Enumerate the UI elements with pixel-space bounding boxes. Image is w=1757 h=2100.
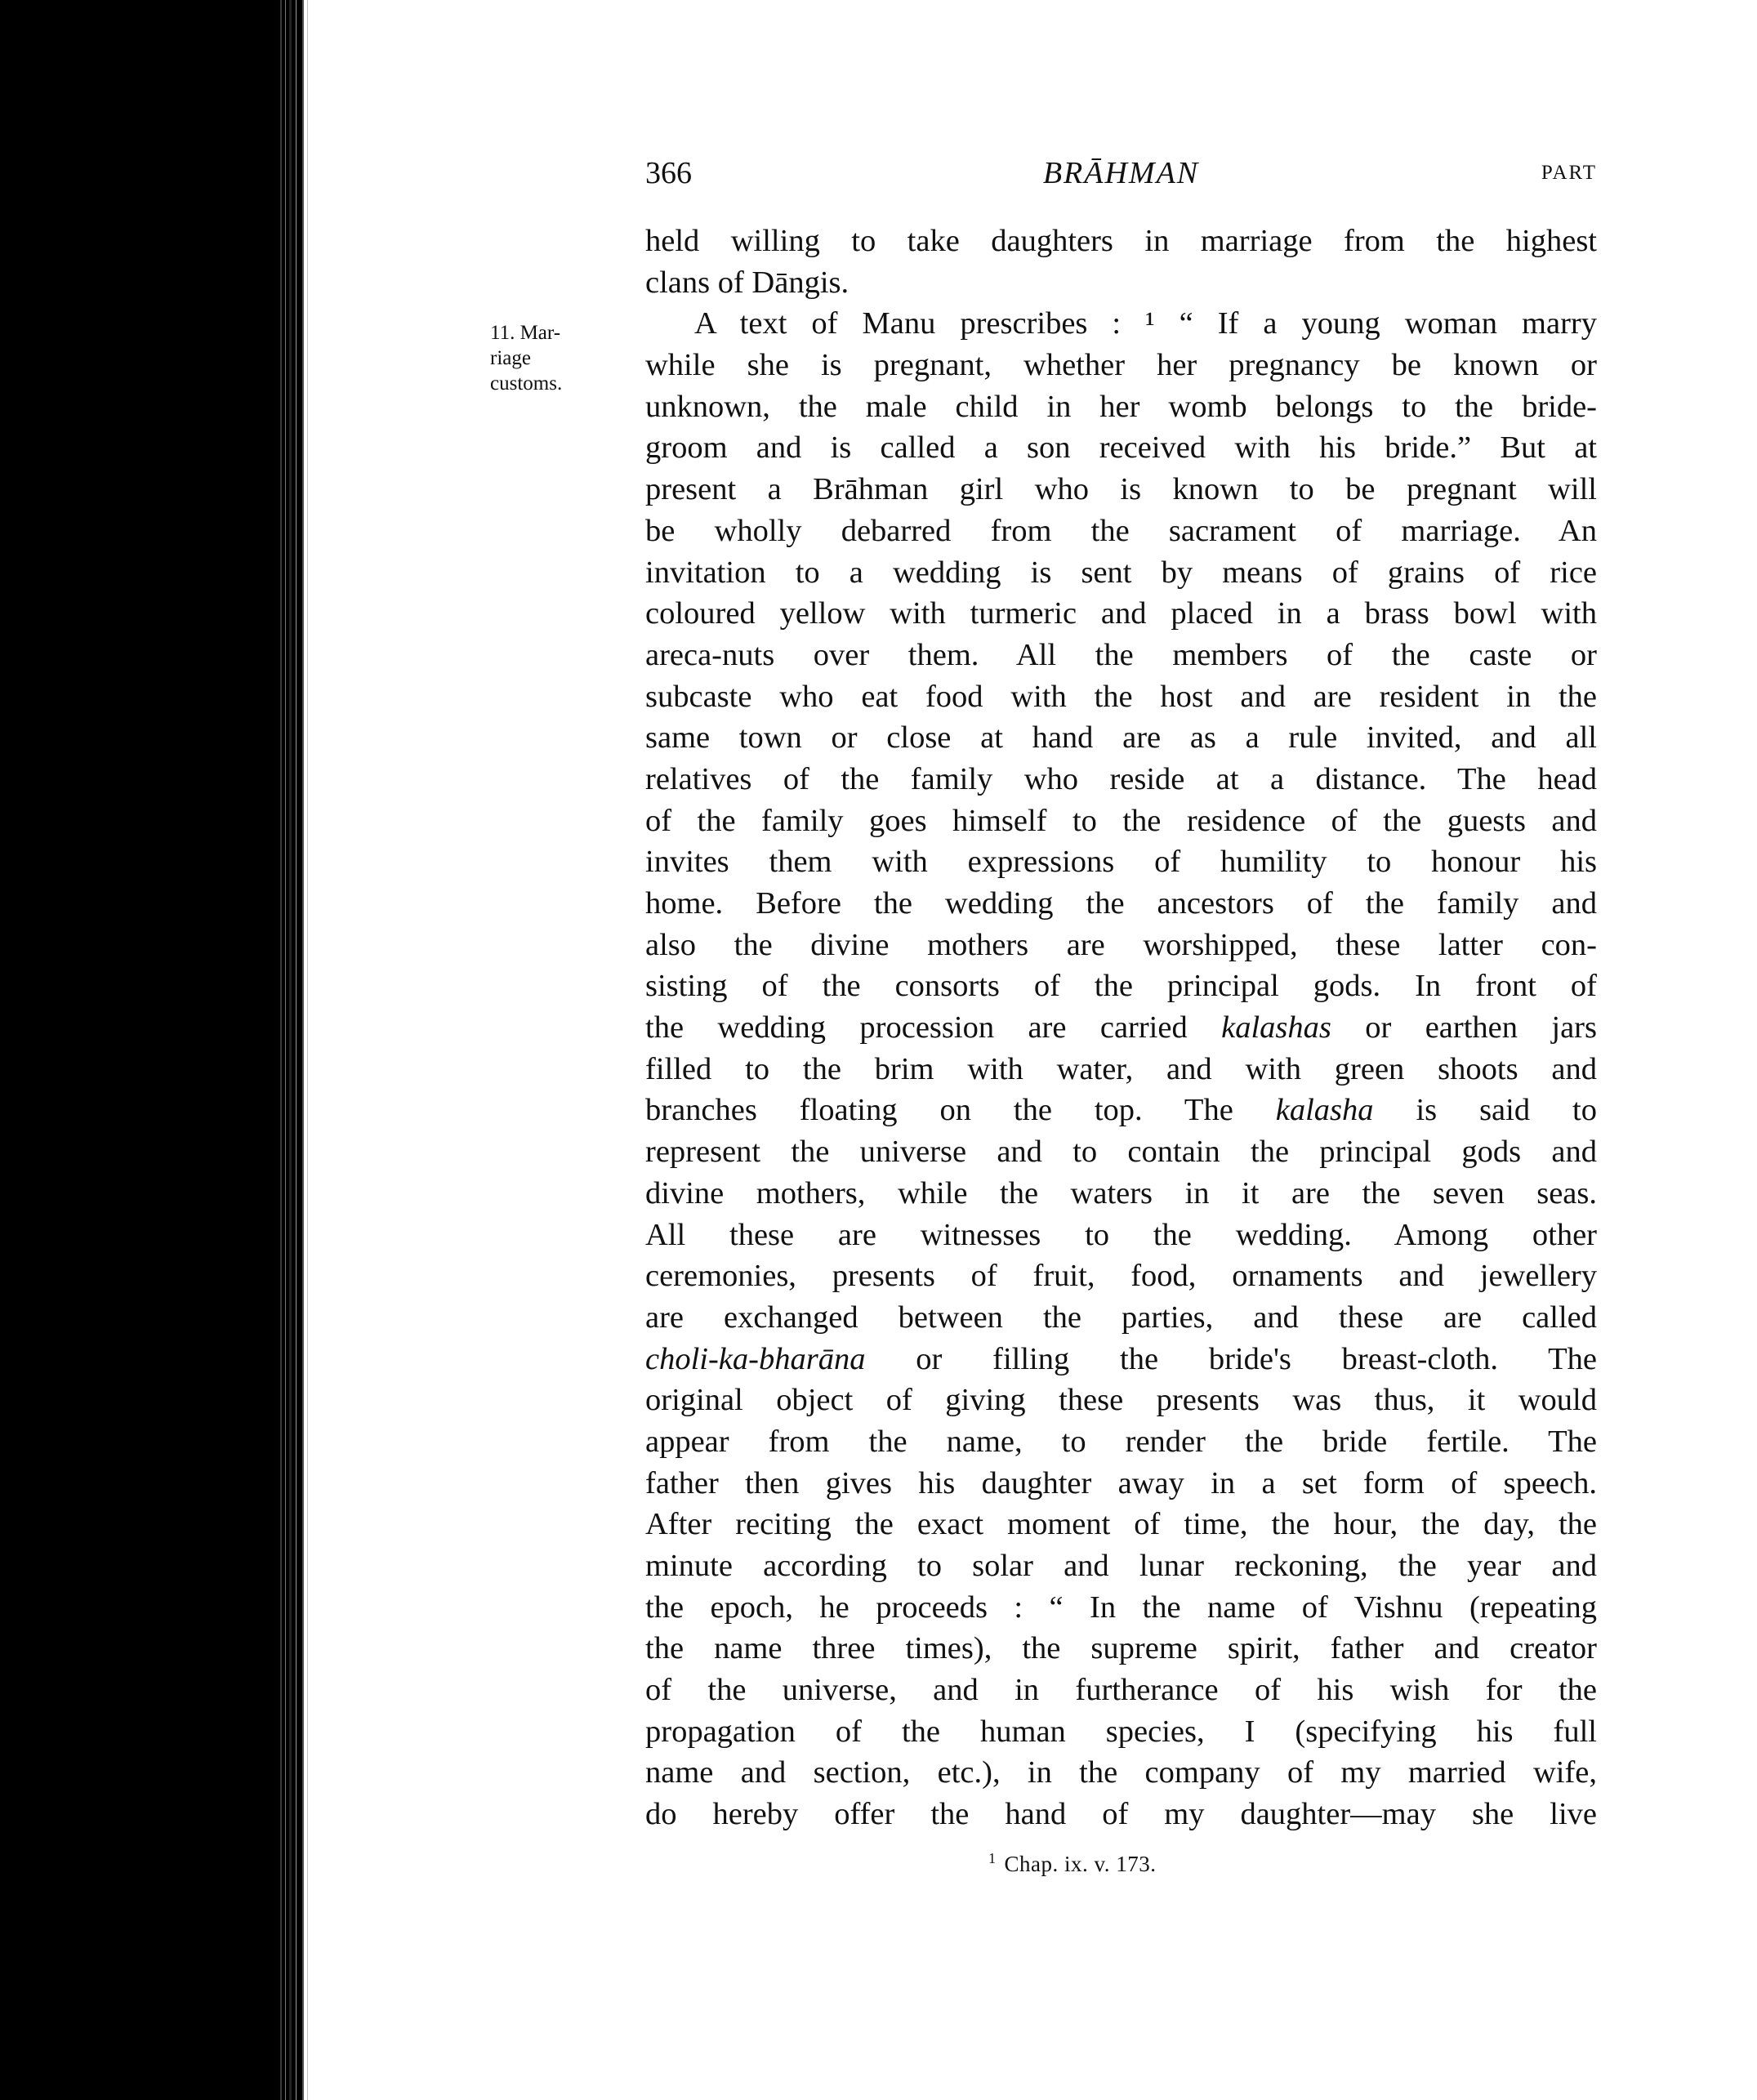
text-line: clans of Dāngis.	[645, 265, 850, 300]
text-line: do hereby offer the hand of my daughter—may she live	[645, 1797, 1597, 1832]
text-line: father then gives his daughter away in a set form of speech.	[645, 1465, 1597, 1500]
text-line: of the family goes himself to the residence of the guests and	[645, 803, 1597, 838]
text-line: filled to the brim with water, and with green shoots and	[645, 1051, 1597, 1086]
text-line: present a Brāhman girl who is known to be pregnant will	[645, 472, 1597, 507]
text-line: same town or close at hand are as a rule invited, and all	[645, 720, 1597, 756]
text-line: divine mothers, while the waters in it are the seven seas.	[645, 1175, 1597, 1211]
text-line: branches floating on the top. The kalasha is said to	[645, 1093, 1597, 1128]
scanned-binding-edge	[0, 0, 304, 2100]
text-line: represent the universe and to contain the principal gods and	[645, 1135, 1597, 1170]
text-line: coloured yellow with turmeric and placed in a brass bowl with	[645, 596, 1597, 631]
marginal-note-line: customs.	[490, 372, 563, 395]
running-title: BRĀHMAN	[1042, 156, 1200, 190]
marginal-note	[490, 320, 613, 396]
text-line: All these are witnesses to the wedding. Among other	[645, 1217, 1597, 1252]
text-line: sisting of the consorts of the principal gods. In front of	[645, 969, 1597, 1004]
text-line: held willing to take daughters in marriage from the highest	[645, 224, 1597, 258]
footnote-text: Chap. ix. v. 173.	[1004, 1852, 1157, 1876]
text-line: After reciting the exact moment of time, the hour, the day, the	[645, 1507, 1597, 1542]
text-line: unknown, the male child in her womb belongs to the bride-	[645, 389, 1597, 424]
text-line: are exchanged between the parties, and these are called	[645, 1300, 1597, 1335]
text-line: invites them with expressions of humility to honour his	[645, 845, 1597, 880]
text-line: choli-ka-bharāna or filling the bride's breast-cloth. The	[645, 1341, 1597, 1376]
marginal-note-line: riage	[490, 347, 531, 369]
text-line: ceremonies, presents of fruit, food, ornaments and jewellery	[645, 1259, 1597, 1294]
text-line: also the divine mothers are worshipped, these latter con-	[645, 927, 1597, 962]
text-line: appear from the name, to render the bride fertile. The	[645, 1424, 1597, 1459]
page-number: 366	[645, 156, 692, 190]
text-line: name and section, etc.), in the company of my married wife,	[645, 1755, 1597, 1790]
text-line: relatives of the family who reside at a distance. The head	[645, 761, 1597, 796]
section-label: PART	[1541, 162, 1597, 184]
text-line: subcaste who eat food with the host and are resident in the	[645, 679, 1597, 714]
text-line: while she is pregnant, whether her pregnancy be known or	[645, 348, 1597, 383]
text-line: areca-nuts over them. All the members of the caste or	[645, 637, 1597, 672]
text-line: the epoch, he proceeds : “ In the name of Vishnu (repeating	[645, 1589, 1597, 1625]
text-line: of the universe, and in furtherance of his wish for the	[645, 1673, 1597, 1708]
text-line: original object of giving these presents was thus, it would	[645, 1383, 1597, 1418]
text-line: propagation of the human species, I (specifying his full	[645, 1714, 1597, 1749]
text-line: the wedding procession are carried kalashas or earthen jars	[645, 1010, 1597, 1046]
text-line: groom and is called a son received with his bride.” But at	[645, 430, 1597, 466]
footnote	[988, 1850, 1157, 1877]
running-head	[645, 155, 1597, 196]
text-line: A text of Manu prescribes : ¹ “ If a young woman marry	[694, 306, 1597, 341]
text-line: minute according to solar and lunar reckoning, the year and	[645, 1549, 1597, 1583]
footnote-marker: 1	[988, 1850, 997, 1866]
binding-fade	[304, 0, 343, 2100]
body-text	[645, 221, 1597, 1835]
text-line: invitation to a wedding is sent by means of grains of rice	[645, 555, 1597, 590]
text-line: home. Before the wedding the ancestors of the family and	[645, 886, 1597, 921]
text-line: be wholly debarred from the sacrament of marriage. An	[645, 513, 1597, 548]
marginal-note-line: 11. Mar-	[490, 322, 561, 344]
text-line: the name three times), the supreme spirit, father and creator	[645, 1631, 1597, 1666]
